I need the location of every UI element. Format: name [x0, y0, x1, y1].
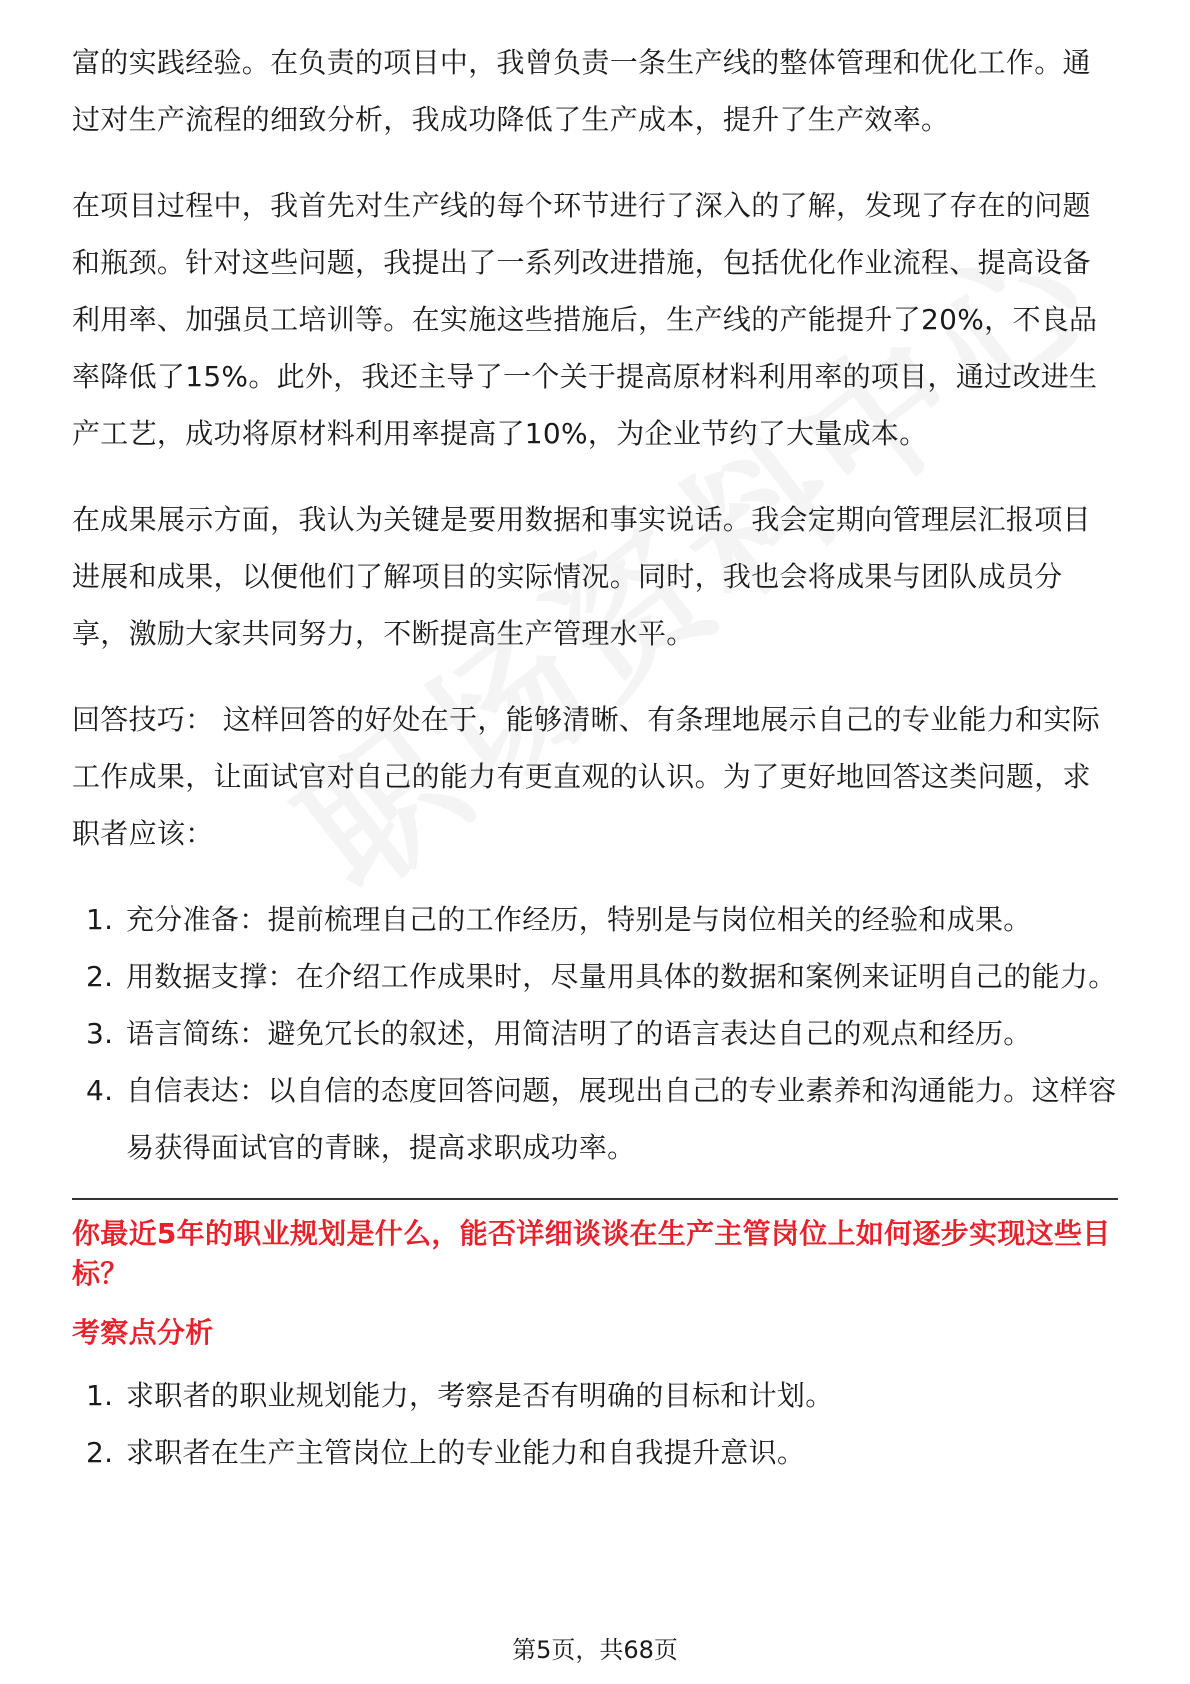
analysis-heading: 考察点分析 — [72, 1316, 214, 1349]
list-item — [72, 1005, 1118, 1062]
list-number: 1. — [86, 903, 114, 936]
list-number: 2. — [86, 960, 114, 993]
list-item — [72, 948, 1118, 1005]
tips-list — [72, 891, 1118, 1176]
paragraph: 在项目过程中，我首先对生产线的每个环节进行了深入的了解，发现了存在的问题和瓶颈。针对这些问题，我提出了一系列改进措施，包括优化作业流程、提高设备利用率、加强员工培训等。在实施这些措施后，生产线的产能提升了20%，不良品率降低了15%。此外，我还主导了一个关于提高原材料利用率的项目，通过改进生产工艺，成功将原材料利用率提高了10%，为企业节约了大量成本。 — [72, 189, 1098, 450]
list-item — [72, 891, 1118, 948]
list-item-text: 自信表达：以自信的态度回答问题，展现出自己的专业素养和沟通能力。这样容易获得面试官的青睐，提高求职成功率。 — [126, 1074, 1117, 1164]
page-footer: 第5页，共68页 — [512, 1636, 678, 1664]
list-item — [72, 1367, 1118, 1424]
list-number: 2. — [86, 1436, 114, 1469]
list-number: 3. — [86, 1017, 114, 1050]
list-item — [72, 1424, 1118, 1481]
analysis-list — [72, 1367, 1118, 1481]
list-item-text: 语言简练：避免冗长的叙述，用简洁明了的语言表达自己的观点和经历。 — [126, 1017, 1032, 1050]
list-item-text: 用数据支撑：在介绍工作成果时，尽量用具体的数据和案例来证明自己的能力。 — [126, 960, 1117, 993]
paragraph: 在成果展示方面，我认为关键是要用数据和事实说话。我会定期向管理层汇报项目进展和成果，以便他们了解项目的实际情况。同时，我也会将成果与团队成员分享，激励大家共同努力，不断提高生产管理水平。 — [72, 503, 1091, 650]
list-item-text: 求职者的职业规划能力，考察是否有明确的目标和计划。 — [126, 1379, 834, 1412]
list-number: 1. — [86, 1379, 114, 1412]
paragraph: 富的实践经验。在负责的项目中，我曾负责一条生产线的整体管理和优化工作。通过对生产流程的细致分析，我成功降低了生产成本，提升了生产效率。 — [72, 46, 1091, 136]
list-item-text: 充分准备：提前梳理自己的工作经历，特别是与岗位相关的经验和成果。 — [126, 903, 1032, 936]
answer-tips-paragraph: 回答技巧： 这样回答的好处在于，能够清晰、有条理地展示自己的专业能力和实际工作成果，让面试官对自己的能力有更直观的认识。为了更好地回答这类问题，求职者应该： — [72, 703, 1101, 850]
list-number: 4. — [86, 1074, 114, 1107]
question-heading: 你最近5年的职业规划是什么，能否详细谈谈在生产主管岗位上如何逐步实现这些目标？ — [72, 1217, 1111, 1290]
list-item — [72, 1062, 1118, 1176]
page-content — [72, 34, 1118, 1481]
list-item-text: 求职者在生产主管岗位上的专业能力和自我提升意识。 — [126, 1436, 806, 1469]
section-divider — [72, 1198, 1118, 1200]
